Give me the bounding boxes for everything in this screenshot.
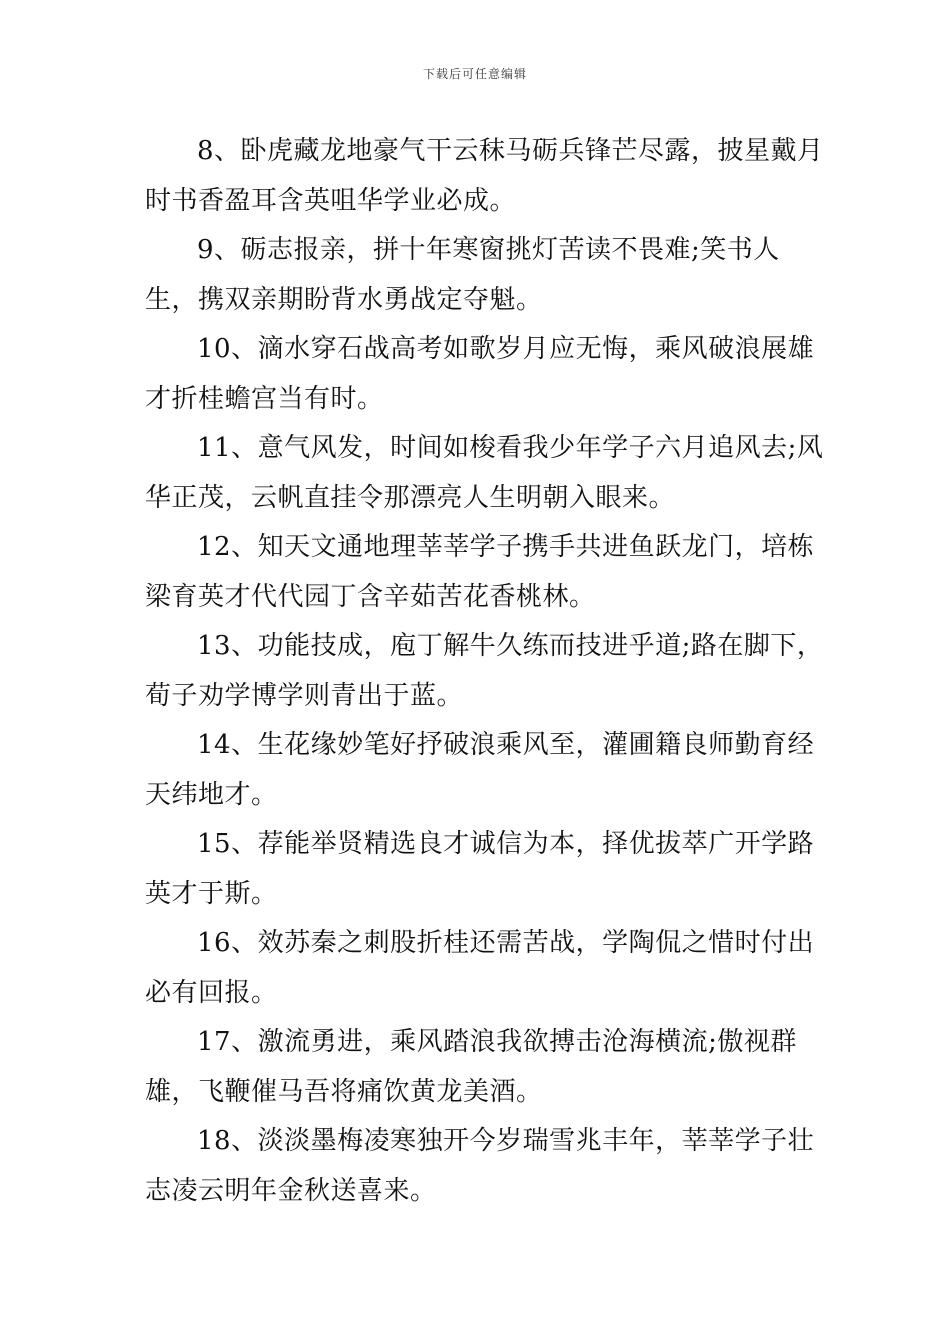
- paragraph-item-15: 15、荐能举贤精选良才诚信为本，择优拔萃广开学路英才于斯。: [145, 829, 815, 909]
- paragraph-item-14: 14、生花缘妙笔好抒破浪乘风至，灌圃籍良师勤育经天纬地才。: [145, 730, 815, 810]
- paragraph-item-17: 17、激流勇进，乘风踏浪我欲搏击沧海横流;傲视群雄，飞鞭催马吾将痛饮黄龙美酒。: [145, 1027, 797, 1107]
- paragraph-item-10: 10、滴水穿石战高考如歌岁月应无悔，乘风破浪展雄才折桂蟾宫当有时。: [145, 334, 815, 414]
- paragraph-item-12: 12、知天文通地理莘莘学子携手共进鱼跃龙门，培栋梁育英才代代园丁含辛茹苦花香桃林。: [145, 532, 815, 612]
- paragraph-item-9: 9、砺志报亲，拼十年寒窗挑灯苦读不畏难;笑书人生，携双亲期盼背水勇战定夺魁。: [145, 235, 780, 315]
- page-header: 下载后可任意编辑: [422, 67, 527, 81]
- paragraph-item-18: 18、淡淡墨梅凌寒独开今岁瑞雪兆丰年，莘莘学子壮志凌云明年金秋送喜来。: [145, 1126, 815, 1206]
- paragraph-item-13: 13、功能技成，庖丁解牛久练而技进乎道;路在脚下，荀子劝学博学则青出于蓝。: [145, 631, 824, 711]
- paragraph-item-11: 11、意气风发，时间如梭看我少年学子六月追风去;风华正茂，云帆直挂令那漂亮人生明朝入眼来。: [145, 433, 824, 513]
- document-body: [145, 127, 825, 1216]
- paragraph-item-8: 8、卧虎藏龙地豪气干云秣马砺兵锋芒尽露，披星戴月时书香盈耳含英咀华学业必成。: [145, 136, 824, 216]
- paragraph-item-16: 16、效苏秦之刺股折桂还需苦战，学陶侃之惜时付出必有回报。: [145, 928, 815, 1008]
